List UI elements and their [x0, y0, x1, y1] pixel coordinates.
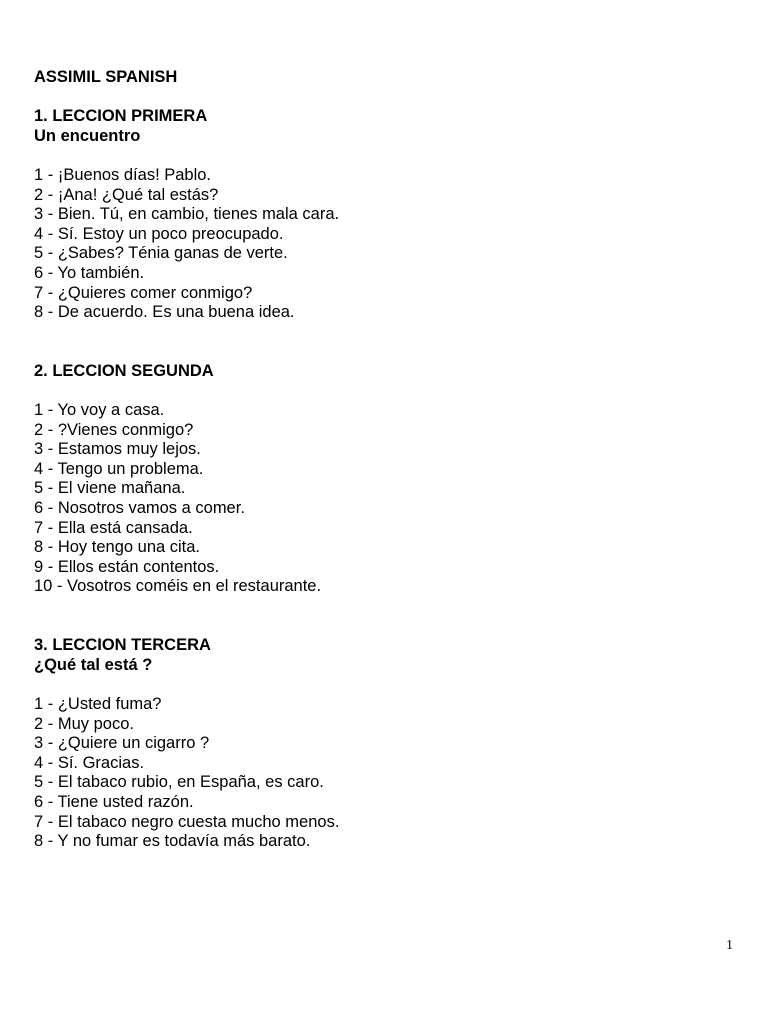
dialogue-line: 3 - Estamos muy lejos.: [34, 440, 201, 459]
dialogue-line: 6 - Tiene usted razón.: [34, 792, 194, 811]
spacer: [34, 146, 734, 166]
spacer: [34, 675, 734, 695]
lesson-subtitle: ¿Qué tal está ?: [34, 655, 153, 674]
dialogue-line: 5 - El viene mañana.: [34, 479, 186, 498]
dialogue-line: 10 - Vosotros coméis en el restaurante.: [34, 577, 322, 596]
dialogue-line: 5 - El tabaco rubio, en España, es caro.: [34, 773, 324, 792]
dialogue-line: 9 - Ellos están contentos.: [34, 557, 220, 576]
dialogue-line: 8 - De acuerdo. Es una buena idea.: [34, 303, 295, 322]
dialogue-line: 1 - ¿Usted fuma?: [34, 695, 162, 713]
lesson-subtitle: Un encuentro: [34, 126, 141, 145]
dialogue-line: 6 - Yo también.: [34, 263, 145, 282]
dialogue-line: 7 - Ella está cansada.: [34, 518, 193, 537]
dialogue-line: 7 - ¿Quieres comer conmigo?: [34, 283, 253, 302]
dialogue-line: 5 - ¿Sabes? Ténia ganas de verte.: [34, 244, 288, 263]
lesson-3: [34, 636, 734, 852]
spacer: [34, 597, 734, 636]
dialogue-line: 4 - Sí. Gracias.: [34, 753, 145, 772]
dialogue-line: 1 - ¡Buenos días! Pablo.: [34, 165, 212, 184]
lesson-heading: 2. LECCION SEGUNDA: [34, 361, 214, 380]
lesson-2: [34, 362, 734, 597]
document-title: ASSIMIL SPANISH: [34, 68, 178, 86]
spacer: [34, 88, 734, 108]
page-number: 1: [726, 938, 733, 953]
document-body: [34, 68, 734, 852]
dialogue-line: 2 - ¡Ana! ¿Qué tal estás?: [34, 185, 219, 204]
dialogue-line: 6 - Nosotros vamos a comer.: [34, 499, 245, 518]
dialogue-lines: [34, 401, 734, 597]
dialogue-line: 4 - Tengo un problema.: [34, 459, 204, 478]
dialogue-line: 4 - Sí. Estoy un poco preocupado.: [34, 224, 284, 243]
dialogue-line: 3 - Bien. Tú, en cambio, tienes mala cara.: [34, 205, 340, 224]
dialogue-lines: [34, 695, 734, 852]
dialogue-line: 2 - ?Vienes conmigo?: [34, 420, 194, 439]
spacer: [34, 323, 734, 362]
spacer: [34, 382, 734, 402]
lesson-heading: 3. LECCION TERCERA: [34, 636, 211, 655]
lesson-heading: 1. LECCION PRIMERA: [34, 107, 208, 126]
dialogue-line: 3 - ¿Quiere un cigarro ?: [34, 734, 210, 753]
dialogue-line: 7 - El tabaco negro cuesta mucho menos.: [34, 812, 340, 831]
dialogue-line: 1 - Yo voy a casa.: [34, 401, 165, 420]
dialogue-line: 2 - Muy poco.: [34, 714, 134, 733]
dialogue-line: 8 - Hoy tengo una cita.: [34, 538, 201, 557]
dialogue-lines: [34, 166, 734, 323]
lesson-1: [34, 107, 734, 323]
dialogue-line: 8 - Y no fumar es todavía más barato.: [34, 832, 311, 851]
